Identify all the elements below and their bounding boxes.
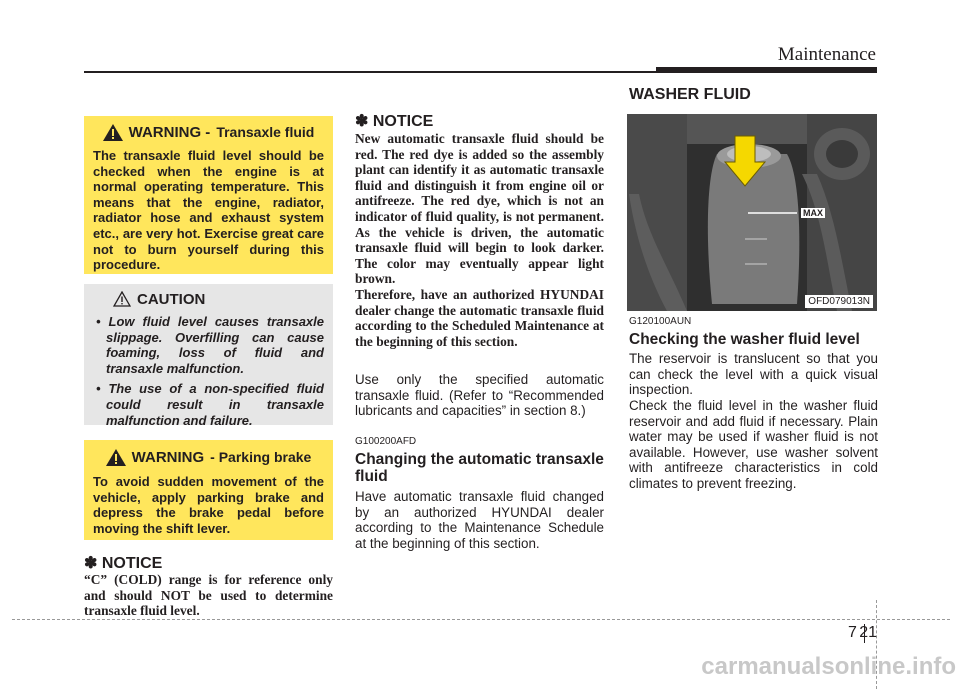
washer-section-title: WASHER FLUID [629, 86, 751, 103]
engine-bay-image [627, 114, 877, 311]
warning-parking-body: To avoid sudden movement of the vehicle, apply parking brake and depress the brake pedal before moving the shift lever. [93, 474, 324, 536]
notice-red-body: New automatic transaxle fluid should be red. The red dye is added so the assembly plant can identify it as automatic transaxle fluid and distinguish it from engine oil or antifreeze. The red dye, which is not an indicator of fluid quality, is not permanent. As the vehicle is driven, the automatic transaxle fluid will begin to look darker. The color may eventually appear light brown. [355, 131, 604, 287]
warning-label: WARNING [131, 448, 205, 466]
warning-parking-box [84, 440, 333, 540]
warning-transaxle-body: The transaxle fluid level should be checked when the engine is at normal operating temperature. This means that the engine, radiator, radiator hose and exhaust system etc., are very hot. Exercise great care not to burn yourself during this procedure. [93, 148, 324, 273]
caution-box [84, 284, 333, 428]
notice-cold-heading: ✽ NOTICE [84, 555, 163, 572]
washer-reservoir-photo [627, 114, 877, 311]
warning-subject: Transaxle fluid [216, 124, 315, 140]
warning-label: WARNING - [128, 123, 211, 141]
notice-cold-body: “C” (COLD) range is for reference only and should NOT be used to determine transaxle fluid level. [84, 572, 333, 619]
page-number: 21 [859, 624, 877, 641]
page-header-title: Maintenance [777, 44, 876, 65]
washer-para-2: Check the fluid level in the washer fluid reservoir and add fluid if necessary. Plain water may be used if washer fluid is not available. However, use washer solvent with antifreeze characteristics in cold climates to prevent freezing. [629, 398, 878, 491]
warning-transaxle-box [84, 116, 333, 274]
washer-code: G120100AUN [629, 316, 692, 327]
warning-transaxle-title [93, 116, 324, 148]
washer-heading: Checking the washer fluid level [629, 331, 860, 348]
photo-caption: OFD079013N [805, 295, 873, 308]
caution-triangle-icon [113, 291, 131, 307]
caution-title [93, 284, 324, 314]
washer-para-1: The reservoir is translucent so that you can check the level with a quick visual inspection. [629, 351, 878, 398]
warning-parking-title [93, 440, 324, 474]
caution-item: • The use of a non-specified fluid could result in transaxle malfunction and failure. [96, 381, 325, 428]
header-rule [84, 71, 656, 73]
changing-body: Have automatic transaxle fluid changed by an authorized HYUNDAI dealer according to the Maintenance Schedule at the beginning of this section. [355, 489, 604, 551]
chapter-number: 7 [848, 624, 857, 641]
notice-red-body-2: Therefore, have an authorized HYUNDAI dealer change the automatic transaxle fluid according to the Scheduled Maintenance at the beginning of this section. [355, 287, 604, 349]
warning-triangle-icon [106, 449, 126, 466]
specified-fluid-text: Use only the specified automatic transaxle fluid. (Refer to “Recommended lubricants and capacities” in section 8.) [355, 372, 604, 419]
warning-triangle-icon [103, 124, 123, 141]
header-rule-thick [656, 67, 877, 73]
watermark-text: carmanualsonline.info [701, 653, 956, 680]
caution-item: • Low fluid level causes transaxle slippage. Overfilling can cause foaming, loss of fluid and transaxle malfunction. [96, 314, 324, 376]
caution-label: CAUTION [137, 290, 206, 308]
caution-list [93, 314, 324, 428]
max-label: MAX [803, 208, 823, 218]
changing-code: G100200AFD [355, 436, 417, 447]
warning-subject: - Parking brake [210, 449, 312, 465]
footer-dashed-rule [12, 619, 950, 620]
changing-heading: Changing the automatic transaxle fluid [355, 451, 604, 485]
notice-red-heading: ✽ NOTICE [355, 113, 434, 130]
